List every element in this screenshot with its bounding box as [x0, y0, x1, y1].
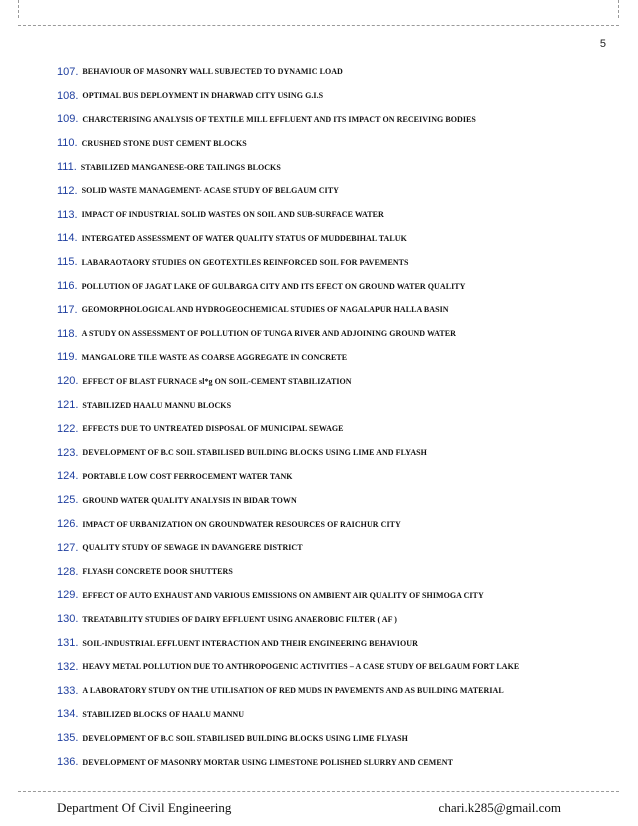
item-title: LABARAOTAORY STUDIES ON GEOTEXTILES REINFORCED SOIL FOR PAVEMENTS	[81, 257, 409, 267]
header-divider	[18, 25, 619, 26]
item-number: 113.	[57, 208, 78, 221]
item-title: PORTABLE LOW COST FERROCEMENT WATER TANK	[82, 471, 293, 481]
item-number: 132.	[57, 660, 79, 673]
item-title: EFFECT OF BLAST FURNACE sl*g ON SOIL-CEMENT STABILIZATION	[82, 376, 352, 386]
footer-email: chari.k285@gmail.com	[438, 800, 561, 815]
footer-divider	[18, 791, 619, 792]
list-item	[57, 631, 617, 655]
item-number: 115.	[57, 256, 78, 269]
project-list	[57, 60, 617, 774]
item-number: 116.	[57, 280, 78, 293]
list-item	[57, 108, 617, 132]
list-item	[57, 179, 617, 203]
item-title: FLYASH CONCRETE DOOR SHUTTERS	[82, 567, 233, 577]
list-item	[57, 488, 617, 512]
item-title: A STUDY ON ASSESSMENT OF POLLUTION OF TUNGA RIVER AND ADJOINING GROUND WATER	[81, 329, 456, 339]
list-item	[57, 84, 617, 108]
list-item	[57, 274, 617, 298]
item-title: A LABORATORY STUDY ON THE UTILISATION OF RED MUDS IN PAVEMENTS AND AS BUILDING MATERIAL	[82, 686, 504, 696]
list-item	[57, 250, 617, 274]
item-number: 114.	[57, 232, 78, 245]
item-title: OPTIMAL BUS DEPLOYMENT IN DHARWAD CITY USING G.I.S	[82, 91, 324, 101]
item-title: EFFECT OF AUTO EXHAUST AND VARIOUS EMISSIONS ON AMBIENT AIR QUALITY OF SHIMOGA CITY	[82, 590, 484, 600]
item-number: 108.	[57, 89, 79, 102]
list-item	[57, 536, 617, 560]
list-item	[57, 679, 617, 703]
item-title: STABILIZED BLOCKS OF HAALU MANNU	[82, 709, 245, 719]
item-title: IMPACT OF URBANIZATION ON GROUNDWATER RESOURCES OF RAICHUR CITY	[82, 519, 401, 529]
item-title: CRUSHED STONE DUST CEMENT BLOCKS	[81, 138, 247, 148]
item-title: SOIL-INDUSTRIAL EFFLUENT INTERACTION AND THEIR ENGINEERING BEHAVIOUR	[82, 638, 418, 648]
list-item	[57, 417, 617, 441]
item-title: QUALITY STUDY OF SEWAGE IN DAVANGERE DISTRICT	[82, 543, 303, 553]
item-number: 111.	[57, 161, 77, 174]
item-title: STABILIZED MANGANESE-ORE TAILINGS BLOCKS	[80, 162, 281, 172]
item-title: DEVELOPMENT OF MASONRY MORTAR USING LIMESTONE POLISHED SLURRY AND CEMENT	[82, 757, 453, 767]
item-number: 133.	[57, 684, 79, 697]
item-title: BEHAVIOUR OF MASONRY WALL SUBJECTED TO DYNAMIC LOAD	[82, 67, 343, 77]
item-number: 126.	[57, 518, 79, 531]
list-item	[57, 726, 617, 750]
item-title: SOLID WASTE MANAGEMENT- ACASE STUDY OF BELGAUM CITY	[81, 186, 339, 196]
item-number: 131.	[57, 637, 79, 650]
item-title: TREATABILITY STUDIES OF DAIRY EFFLUENT USING ANAEROBIC FILTER ( AF )	[82, 614, 398, 624]
item-number: 123.	[57, 446, 79, 459]
item-title: STABILIZED HAALU MANNU BLOCKS	[82, 400, 232, 410]
list-item	[57, 465, 617, 489]
item-number: 110.	[57, 137, 78, 150]
item-title: DEVELOPMENT OF B.C SOIL STABILISED BUILDING BLOCKS USING LIME FLYASH	[82, 733, 408, 743]
list-item	[57, 655, 617, 679]
item-title: DEVELOPMENT OF B.C SOIL STABILISED BUILDING BLOCKS USING LIME AND FLYASH	[82, 448, 427, 458]
item-number: 121.	[57, 399, 79, 412]
list-item	[57, 393, 617, 417]
list-item	[57, 131, 617, 155]
item-title: CHARCTERISING ANALYSIS OF TEXTILE MILL EFFLUENT AND ITS IMPACT ON RECEIVING BODIES	[82, 114, 476, 124]
list-item	[57, 60, 617, 84]
list-item	[57, 607, 617, 631]
list-item	[57, 155, 617, 179]
item-number: 112.	[57, 184, 78, 197]
list-item	[57, 203, 617, 227]
item-number: 124.	[57, 470, 79, 483]
item-number: 134.	[57, 708, 79, 721]
item-number: 136.	[57, 756, 79, 768]
item-number: 120.	[57, 375, 79, 388]
item-number: 135.	[57, 732, 79, 745]
page-border-right	[618, 0, 619, 18]
item-number: 119.	[57, 351, 78, 364]
list-item	[57, 512, 617, 536]
item-title: POLLUTION OF JAGAT LAKE OF GULBARGA CITY AND ITS EFECT ON GROUND WATER QUALITY	[81, 281, 466, 291]
item-title: INTERGATED ASSESSMENT OF WATER QUALITY STATUS OF MUDDEBIHAL TALUK	[81, 233, 407, 243]
item-number: 109.	[57, 113, 79, 126]
item-title: GROUND WATER QUALITY ANALYSIS IN BIDAR TOWN	[82, 495, 297, 505]
list-item	[57, 369, 617, 393]
list-item	[57, 703, 617, 727]
item-number: 127.	[57, 541, 79, 554]
item-title: HEAVY METAL POLLUTION DUE TO ANTHROPOGENIC ACTIVITIES – A CASE STUDY OF BELGAUM FORT LAKE	[82, 662, 520, 672]
item-number: 122.	[57, 422, 79, 435]
item-number: 117.	[57, 303, 78, 316]
item-number: 130.	[57, 613, 79, 626]
list-item	[57, 322, 617, 346]
list-item	[57, 750, 617, 774]
item-title: EFFECTS DUE TO UNTREATED DISPOSAL OF MUNICIPAL SEWAGE	[82, 424, 344, 434]
item-title: GEOMORPHOLOGICAL AND HYDROGEOCHEMICAL STUDIES OF NAGALAPUR HALLA BASIN	[81, 305, 449, 315]
item-number: 107.	[57, 65, 79, 78]
list-item	[57, 560, 617, 584]
list-item	[57, 584, 617, 608]
list-item	[57, 298, 617, 322]
item-number: 128.	[57, 565, 79, 578]
list-item	[57, 227, 617, 251]
page-border-left	[18, 0, 19, 18]
item-number: 118.	[57, 327, 78, 340]
list-item	[57, 441, 617, 465]
item-number: 129.	[57, 589, 79, 602]
footer-department: Department Of Civil Engineering	[57, 800, 232, 815]
item-title: MANGALORE TILE WASTE AS COARSE AGGREGATE IN CONCRETE	[81, 352, 348, 362]
item-number: 125.	[57, 494, 79, 507]
page-number: 5	[599, 38, 606, 50]
item-title: IMPACT OF INDUSTRIAL SOLID WASTES ON SOIL AND SUB-SURFACE WATER	[81, 210, 384, 220]
list-item	[57, 346, 617, 370]
